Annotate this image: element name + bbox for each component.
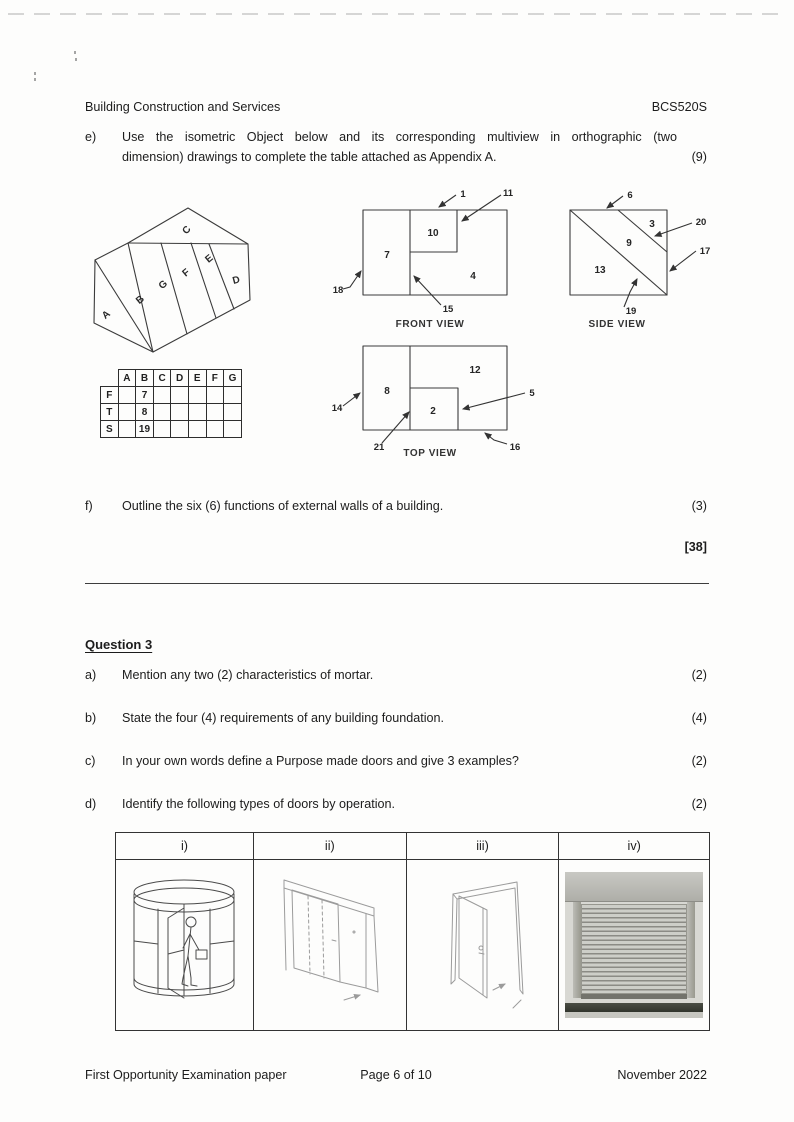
doors-table <box>115 832 710 1031</box>
doors-col-header: iii) <box>406 833 559 860</box>
question-text: Outline the six (6) functions of external walls of a building. <box>122 499 444 513</box>
footer-page-number: Page 6 of 10 <box>360 1068 432 1082</box>
question-letter: d) <box>85 797 97 811</box>
leader-label: 6 <box>627 190 633 201</box>
course-code: BCS520S <box>651 100 707 114</box>
grid-cell <box>118 421 136 438</box>
iso-face-label: D <box>231 274 242 287</box>
iso-face-label: G <box>156 278 170 292</box>
view-caption: SIDE VIEW <box>588 319 646 330</box>
grid-row-label: S <box>101 421 119 438</box>
sliding-door-image <box>256 862 404 1028</box>
footer-right: November 2022 <box>617 1068 707 1082</box>
region-label: 12 <box>469 365 481 376</box>
doors-col-header: iv) <box>559 833 710 860</box>
question-text: State the four (4) requirements of any building foundation. <box>122 711 445 725</box>
iso-edge-c-bottom <box>128 243 248 244</box>
iso-face-label: E <box>203 252 216 266</box>
footer-left: First Opportunity Examination paper <box>85 1068 287 1082</box>
marks-badge: (2) <box>691 797 707 811</box>
leader-line <box>607 196 623 208</box>
leader-label: 15 <box>442 304 454 315</box>
question-3c <box>85 752 707 772</box>
scan-speck <box>34 78 36 81</box>
region-label: 2 <box>430 406 436 417</box>
question-3b <box>85 709 707 729</box>
grid-cell <box>153 404 171 421</box>
leader-line <box>343 271 361 289</box>
swing-door-drawing <box>413 866 553 1024</box>
front-view-figure <box>330 185 550 335</box>
doors-cell-iii <box>406 860 559 1031</box>
question-text <box>122 128 677 168</box>
iso-face-label: C <box>180 224 194 237</box>
question-text: In your own words define a Purpose made doors and give 3 examples? <box>122 754 519 768</box>
grid-cell <box>206 421 224 438</box>
region-label: 4 <box>470 271 476 282</box>
question-text: Mention any two (2) characteristics of mortar. <box>122 668 374 682</box>
top-view-drawing <box>330 340 550 475</box>
roller-shutter-image <box>561 862 707 1028</box>
sliding-door-drawing <box>260 866 400 1024</box>
region-label: 10 <box>427 228 439 239</box>
region-label: 13 <box>594 265 606 276</box>
question-letter: c) <box>85 754 96 768</box>
grid-cell <box>224 404 242 421</box>
table-row <box>101 370 242 387</box>
leader-line <box>655 223 692 236</box>
leader-line <box>463 393 525 409</box>
leader-line <box>670 251 696 271</box>
doors-col-header: i) <box>116 833 254 860</box>
leader-label: 11 <box>502 188 514 199</box>
leader-line <box>439 195 456 207</box>
grid-cell <box>153 421 171 438</box>
grid-col-header: E <box>188 370 206 387</box>
question-letter: e) <box>85 130 97 144</box>
table-row <box>116 860 710 1031</box>
grid-cell: 8 <box>136 404 154 421</box>
question3-heading: Question 3 <box>85 637 153 652</box>
scan-artifact-line <box>8 13 784 15</box>
marks-badge: (4) <box>691 711 707 725</box>
swing-door-image <box>409 862 557 1028</box>
doors-cell-ii <box>253 860 406 1031</box>
grid-col-header: D <box>171 370 189 387</box>
iso-face-label: F <box>180 266 193 280</box>
leader-label: 20 <box>695 217 707 228</box>
grid-cell <box>153 387 171 404</box>
grid-col-header: C <box>153 370 171 387</box>
leader-label: 14 <box>331 403 343 414</box>
grid-cell <box>224 387 242 404</box>
leader-label: 18 <box>332 285 344 296</box>
marks-badge: (2) <box>691 754 707 768</box>
leader-label: 16 <box>509 442 521 453</box>
grid-row-label: F <box>101 387 119 404</box>
shutter-lintel <box>565 872 703 902</box>
leader-line <box>382 412 409 443</box>
grid-cell <box>171 421 189 438</box>
doors-cell-iv <box>559 860 710 1031</box>
answer-grid-table <box>100 369 242 438</box>
region-label: 8 <box>384 386 390 397</box>
iso-notch-mid <box>191 243 216 318</box>
view-caption: TOP VIEW <box>403 448 457 459</box>
section-total-marks: [38] <box>684 540 707 554</box>
grid-cell <box>171 387 189 404</box>
question-letter: b) <box>85 711 97 725</box>
roller-shutter-photo <box>565 872 703 1018</box>
marks-badge: (2) <box>691 668 707 682</box>
question-letter: a) <box>85 668 97 682</box>
scan-speck <box>34 72 36 75</box>
shutter-sill <box>565 1003 703 1012</box>
side-view-figure <box>555 185 735 335</box>
leader-line <box>624 279 637 307</box>
grid-row-label: T <box>101 404 119 421</box>
grid-cell <box>171 404 189 421</box>
top-view-figure <box>330 340 550 475</box>
doors-cell-i <box>116 860 254 1031</box>
question-3d <box>85 795 707 815</box>
leader-line <box>462 195 501 221</box>
leader-line <box>414 276 441 305</box>
table-row <box>116 833 710 860</box>
region-label: 7 <box>384 250 390 261</box>
shutter-ground <box>565 1012 703 1018</box>
grid-col-header: F <box>206 370 224 387</box>
grid-col-header: A <box>118 370 136 387</box>
grid-cell <box>224 421 242 438</box>
region-label: 9 <box>626 238 632 249</box>
revolving-door-image <box>118 862 251 1028</box>
isometric-object-figure <box>85 195 355 365</box>
shutter-guide-left <box>573 902 581 998</box>
grid-cell <box>188 404 206 421</box>
view-caption: FRONT VIEW <box>395 319 465 330</box>
marks-badge: (3) <box>691 499 707 513</box>
question-3a <box>85 666 707 686</box>
scan-speck <box>75 58 77 61</box>
revolving-door-drawing <box>121 866 247 1024</box>
grid-cell <box>188 421 206 438</box>
question-text-line2: dimension) drawings to complete the table attached as Appendix A. <box>122 149 497 164</box>
doors-col-header: ii) <box>253 833 406 860</box>
section-divider <box>85 583 709 584</box>
leader-label: 21 <box>373 442 385 453</box>
scan-speck <box>74 51 76 54</box>
leader-line <box>343 393 360 406</box>
iso-face-label: A <box>100 308 113 322</box>
isometric-drawing <box>85 195 355 365</box>
question-text-line1: Use the isometric Object below and its corresponding multiview in orthographic (two <box>122 130 677 144</box>
course-title: Building Construction and Services <box>85 100 281 114</box>
table-row <box>101 387 242 404</box>
table-row <box>101 421 242 438</box>
grid-cell: 7 <box>136 387 154 404</box>
question-text: Identify the following types of doors by operation. <box>122 797 396 811</box>
grid-cell <box>188 387 206 404</box>
shutter-curtain-slats <box>581 904 687 994</box>
grid-cell <box>118 404 136 421</box>
page-header <box>85 100 707 114</box>
marks-badge: (9) <box>691 149 707 164</box>
leader-label: 5 <box>529 388 535 399</box>
question-letter: f) <box>85 499 93 513</box>
grid-col-header: G <box>224 370 242 387</box>
shutter-guide-right <box>687 902 695 998</box>
side-view-drawing <box>555 185 735 335</box>
grid-cell <box>206 387 224 404</box>
question-f <box>85 497 707 517</box>
leader-label: 1 <box>460 189 466 200</box>
shutter-bottom-bar <box>581 994 687 999</box>
iso-face-label: B <box>134 293 147 307</box>
front-view-drawing <box>330 185 550 335</box>
leader-line <box>485 433 507 444</box>
iso-notch-right <box>209 244 234 309</box>
region-label: 3 <box>649 219 655 230</box>
grid-cell: 19 <box>136 421 154 438</box>
grid-corner-cell <box>101 370 119 387</box>
leader-label: 17 <box>699 246 711 257</box>
grid-cell <box>206 404 224 421</box>
grid-cell <box>118 387 136 404</box>
person-figure <box>182 917 207 986</box>
question-e <box>85 128 707 168</box>
grid-col-header: B <box>136 370 154 387</box>
leader-label: 19 <box>625 306 637 317</box>
table-row <box>101 404 242 421</box>
